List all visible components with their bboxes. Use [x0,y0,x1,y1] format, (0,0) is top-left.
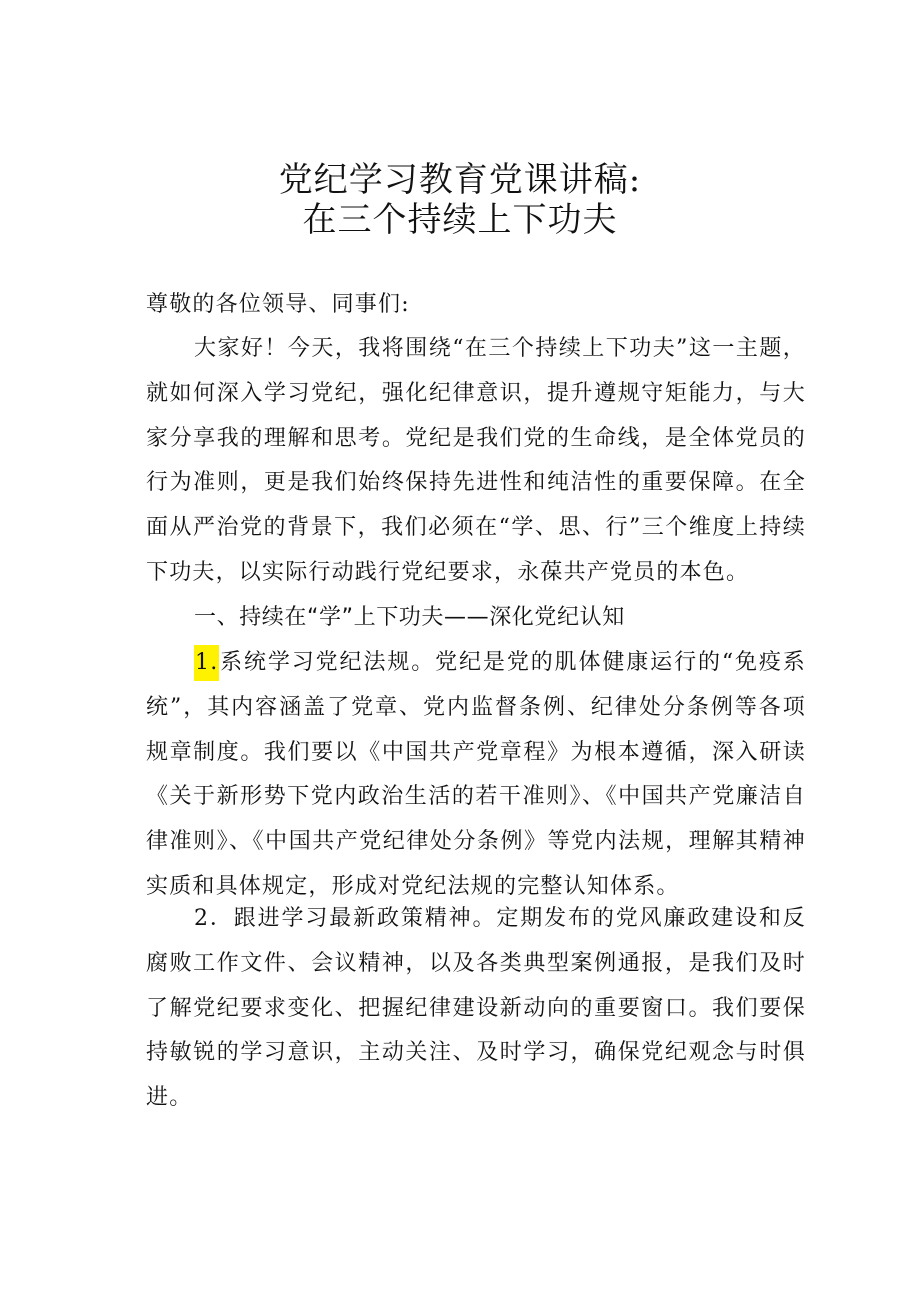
list-item-1-text: 系统学习党纪法规。党纪是党的肌体健康运行的“免疫系统”，其内容涵盖了党章、党内监督条例、纪律处分条例等各项规章制度。我们要以《中国共产党章程》为根本遵循，深入研读《关于新形势下党内政治生活的若干准则》、《中国共产党廉洁自律准则》、《中国共产党纪律处分条例》等党内法规，理解其精神实质和具体规定，形成对党纪法规的完整认知体系。 [146,650,806,899]
document-title-line2: 在三个持续上下功夫 [302,200,618,240]
highlighted-item-number: 1. [194,645,219,681]
list-item-1 [146,641,806,910]
section-heading-1: 一、持续在“学”上下功夫——深化党纪认知 [194,605,625,630]
document-title-line1: 党纪学习教育党课讲稿: [278,160,642,200]
intro-paragraph: 大家好！今天，我将围绕“在三个持续上下功夫”这一主题，就如何深入学习党纪，强化纪律意识，提升遵规守矩能力，与大家分享我的理解和思考。党纪是我们党的生命线，是全体党员的行为准则，更是我们始终保持先进性和纯洁性的重要保障。在全面从严治党的背景下，我们必须在“学、思、行”三个维度上持续下功夫，以实际行动践行党纪要求，永葆共产党员的本色。 [146,336,806,585]
salutation: 尊敬的各位领导、同事们: [146,292,410,317]
list-item-2: 2．跟进学习最新政策精神。定期发布的党风廉政建设和反腐败工作文件、会议精神，以及各类典型案例通报，是我们及时了解党纪要求变化、把握纪律建设新动向的重要窗口。我们要保持敏锐的学习意识，主动关注、及时学习，确保党纪观念与时俱进。 [146,906,806,1111]
